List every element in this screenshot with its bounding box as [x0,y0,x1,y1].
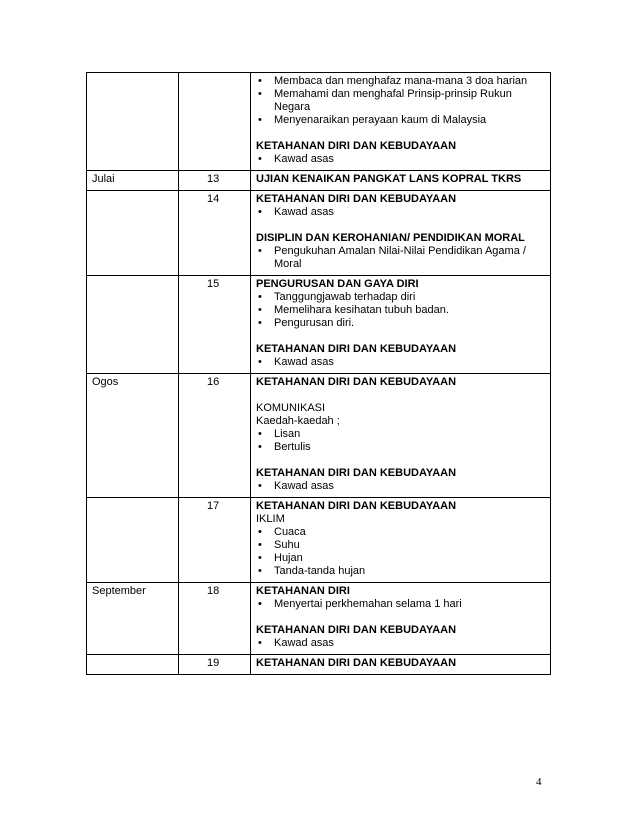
month-cell [87,73,179,171]
topic-section [256,657,545,670]
bullet-list [256,526,545,578]
bullet-item: • Memelihara kesihatan tubuh badan. [256,304,545,317]
section-heading: KETAHANAN DIRI DAN KEBUDAYAAN [256,500,457,512]
bullet-item: • Pengukuhan Amalan Nilai-Nilai Pendidikan Agama / Moral [256,245,545,271]
bullet-list [256,637,545,650]
bullet-item: • Memahami dan menghafal Prinsip-prinsip Rukun Negara [256,88,545,114]
topic-section [256,232,545,271]
section-heading: UJIAN KENAIKAN PANGKAT LANS KOPRAL TKRS [256,173,522,185]
section-heading: KETAHANAN DIRI DAN KEBUDAYAAN [256,193,457,205]
month-cell: September [87,583,179,655]
topic-section [256,467,545,493]
section-heading: KETAHANAN DIRI DAN KEBUDAYAAN [256,140,457,152]
month-cell [87,276,179,374]
bullet-item: • Kawad asas [256,637,545,650]
week-cell: 16 [179,374,251,498]
bullet-list [256,480,545,493]
schedule-row [87,73,551,171]
bullet-item: • Tanggungjawab terhadap diri [256,291,545,304]
bullet-list [256,245,545,271]
bullet-item: • Kawad asas [256,153,545,166]
section-heading: KETAHANAN DIRI DAN KEBUDAYAAN [256,467,457,479]
bullet-list [256,291,545,330]
topic-cell [251,73,551,171]
week-cell: 14 [179,191,251,276]
bullet-item: • Menyertai perkhemahan selama 1 hari [256,598,545,611]
month-cell [87,191,179,276]
schedule-row [87,498,551,583]
topic-section [256,75,545,127]
topic-section [256,278,545,330]
month-cell [87,498,179,583]
topic-cell [251,171,551,191]
week-cell: 18 [179,583,251,655]
schedule-row [87,276,551,374]
section-heading: PENGURUSAN DAN GAYA DIRI [256,278,419,290]
topic-cell [251,655,551,675]
bullet-item: • Cuaca [256,526,545,539]
bullet-item: • Tanda-tanda hujan [256,565,545,578]
topic-section [256,173,545,186]
topic-section [256,402,545,454]
bullet-item: • Lisan [256,428,545,441]
topic-cell [251,583,551,655]
week-cell: 17 [179,498,251,583]
topic-cell [251,498,551,583]
topic-section [256,624,545,650]
bullet-item: • Kawad asas [256,356,545,369]
topic-cell [251,374,551,498]
schedule-body [87,73,551,675]
bullet-list [256,206,545,219]
topic-section [256,140,545,166]
section-line: IKLIM [256,513,285,525]
section-heading: KETAHANAN DIRI DAN KEBUDAYAAN [256,376,457,388]
page-number: 4 [536,776,542,788]
topic-section [256,500,545,578]
bullet-item: • Suhu [256,539,545,552]
topic-section [256,193,545,219]
section-heading: KETAHANAN DIRI DAN KEBUDAYAAN [256,624,457,636]
section-heading: KETAHANAN DIRI DAN KEBUDAYAAN [256,657,457,669]
month-cell: Julai [87,171,179,191]
week-cell [179,73,251,171]
bullet-item: • Bertulis [256,441,545,454]
bullet-item: • Kawad asas [256,206,545,219]
topic-cell [251,191,551,276]
schedule-row [87,583,551,655]
section-line: KOMUNIKASI [256,402,326,414]
week-cell: 19 [179,655,251,675]
topic-section [256,585,545,611]
bullet-list [256,153,545,166]
bullet-list [256,598,545,611]
bullet-item: • Pengurusan diri. [256,317,545,330]
week-cell: 15 [179,276,251,374]
schedule-table [86,72,551,675]
bullet-item: • Kawad asas [256,480,545,493]
section-line: Kaedah-kaedah ; [256,415,340,427]
bullet-list [256,428,545,454]
bullet-item: • Hujan [256,552,545,565]
bullet-list [256,75,545,127]
topic-section [256,376,545,389]
bullet-item: • Menyenaraikan perayaan kaum di Malaysia [256,114,545,127]
section-heading: DISIPLIN DAN KEROHANIAN/ PENDIDIKAN MORAL [256,232,525,244]
schedule-row [87,191,551,276]
month-cell: Ogos [87,374,179,498]
section-heading: KETAHANAN DIRI [256,585,350,597]
topic-section [256,343,545,369]
schedule-row [87,655,551,675]
month-cell [87,655,179,675]
week-cell: 13 [179,171,251,191]
schedule-row [87,171,551,191]
schedule-row [87,374,551,498]
section-heading: KETAHANAN DIRI DAN KEBUDAYAAN [256,343,457,355]
topic-cell [251,276,551,374]
bullet-item: • Membaca dan menghafaz mana-mana 3 doa harian [256,75,545,88]
bullet-list [256,356,545,369]
